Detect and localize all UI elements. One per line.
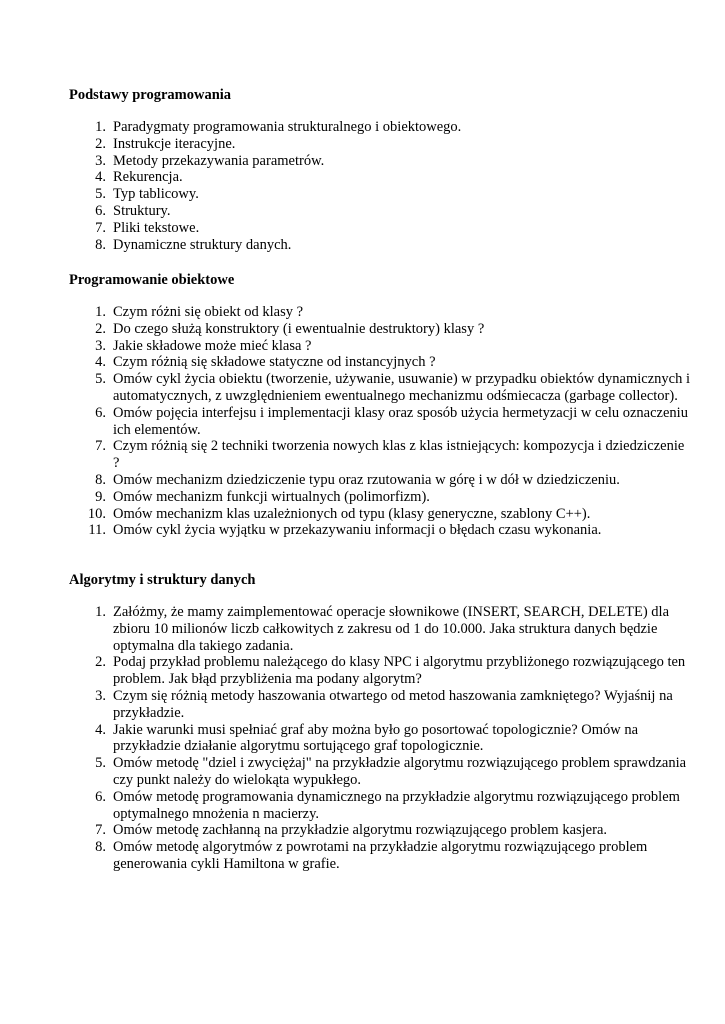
- item-number: 10.: [87, 505, 106, 522]
- section-heading: Podstawy programowania: [69, 87, 232, 103]
- list-item: [69, 506, 693, 523]
- list-item: [69, 789, 693, 823]
- item-text: Omów metodę programowania dynamicznego na przykładzie algorytmu rozwiązującego problem optymalnego mnożenia n macierzy.: [113, 788, 680, 822]
- list-item: [69, 472, 693, 489]
- section-heading: Algorytmy i struktury danych: [69, 572, 256, 588]
- item-number: 7.: [95, 219, 106, 236]
- list-item: [69, 321, 693, 338]
- item-number: 8.: [95, 839, 106, 856]
- item-number: 2.: [95, 320, 106, 337]
- item-number: 7.: [95, 438, 106, 455]
- item-number: 3.: [95, 687, 106, 704]
- item-number: 2.: [95, 135, 106, 152]
- item-number: 4.: [95, 721, 106, 738]
- list-item: [69, 354, 693, 371]
- item-text: Czym różni się obiekt od klasy ?: [113, 304, 304, 320]
- item-number: 11.: [88, 522, 106, 539]
- item-text: Omów mechanizm funkcji wirtualnych (polimorfizm).: [113, 488, 430, 505]
- item-number: 9.: [95, 488, 106, 505]
- section-programowanie-obiektowe: [69, 272, 690, 539]
- item-number: 4.: [95, 354, 106, 371]
- item-text: Typ tablicowy.: [113, 186, 199, 203]
- item-number: 3.: [95, 337, 106, 354]
- list-item: [69, 136, 693, 153]
- item-number: 1.: [95, 119, 106, 135]
- item-text: Jakie warunki musi spełniać graf aby można było go posortować topologicznie? Omów na przykładzie działanie algorytmu sortującego graf topologicznie.: [113, 721, 639, 755]
- item-text: Metody przekazywania parametrów.: [113, 152, 325, 169]
- list-item: [69, 304, 693, 321]
- list-item: [69, 839, 693, 873]
- question-list: [69, 604, 687, 873]
- item-text: Rekurencja.: [113, 169, 183, 186]
- item-text: Dynamiczne struktury danych.: [113, 236, 292, 253]
- item-text: Omów cykl życia wyjątku w przekazywaniu informacji o błędach czasu wykonania.: [113, 522, 602, 539]
- section-heading: Programowanie obiektowe: [69, 272, 235, 288]
- item-number: 7.: [95, 822, 106, 839]
- item-number: 1.: [95, 304, 106, 320]
- list-item: [69, 522, 693, 539]
- item-text: Czym różnią się 2 techniki tworzenia nowych klas z klas istniejących: kompozycja i dziedziczenie ?: [113, 438, 685, 472]
- list-item: [69, 119, 693, 136]
- item-number: 5.: [95, 186, 106, 203]
- list-item: [69, 654, 693, 688]
- item-number: 5.: [95, 371, 106, 388]
- list-item: [69, 755, 693, 789]
- list-item: [69, 220, 693, 237]
- item-text: Czym się różnią metody haszowania otwartego od metod haszowania zamkniętego? Wyjaśnij na przykładzie.: [113, 687, 673, 721]
- item-text: Omów mechanizm klas uzależnionych od typu (klasy generyczne, szablony C++).: [113, 505, 591, 522]
- item-number: 3.: [95, 152, 106, 169]
- list-item: [69, 722, 693, 756]
- item-text: Załóżmy, że mamy zaimplementować operacje słownikowe (INSERT, SEARCH, DELETE) dla zbioru 10 milionów liczb całkowitych z zakresu od 1 do 10.000. Jaka struktura danych będzie optymalna dla takiego zadania.: [113, 604, 670, 654]
- item-number: 6.: [95, 404, 106, 421]
- list-item: [69, 438, 693, 472]
- question-list: [69, 304, 690, 539]
- item-number: 6.: [95, 788, 106, 805]
- list-item: [69, 688, 693, 722]
- item-text: Omów metodę zachłanną na przykładzie algorytmu rozwiązującego problem kasjera.: [113, 822, 607, 839]
- list-item: [69, 405, 693, 439]
- list-item: [69, 371, 693, 405]
- list-item: [69, 203, 693, 220]
- section-algorytmy-i-struktury-danych: [69, 572, 687, 873]
- item-number: 1.: [95, 604, 106, 620]
- item-text: Omów mechanizm dziedziczenie typu oraz rzutowania w górę i w dół w dziedziczeniu.: [113, 471, 620, 488]
- list-item: [69, 604, 693, 654]
- item-text: Omów pojęcia interfejsu i implementacji klasy oraz sposób użycia hermetyzacji w celu oznaczeniu ich elementów.: [113, 404, 688, 438]
- item-text: Paradygmaty programowania strukturalnego i obiektowego.: [113, 119, 462, 135]
- item-text: Podaj przykład problemu należącego do klasy NPC i algorytmu przybliżonego rozwiązującego ten problem. Jak błąd przybliżenia ma podany algorytm?: [113, 654, 686, 688]
- list-item: [69, 822, 693, 839]
- item-text: Struktury.: [113, 202, 171, 219]
- item-number: 5.: [95, 755, 106, 772]
- item-text: Omów cykl życia obiektu (tworzenie, używanie, usuwanie) w przypadku obiektów dynamicznych i automatycznych, z uwzględnieniem ewentualnego mechanizmu odśmiecacza (garbage collector).: [113, 371, 690, 404]
- list-item: [69, 169, 693, 186]
- list-item: [69, 237, 693, 254]
- item-number: 4.: [95, 169, 106, 186]
- section-podstawy-programowania: [69, 87, 669, 253]
- list-item: [69, 186, 693, 203]
- question-list: [69, 119, 669, 253]
- item-text: Omów metodę algorytmów z powrotami na przykładzie algorytmu rozwiązującego problem generowania cykli Hamiltona w grafie.: [113, 839, 648, 872]
- item-text: Omów metodę "dziel i zwyciężaj" na przykładzie algorytmu rozwiązującego problem sprawdzania czy punkt należy do wielokąta wypukłego.: [113, 755, 687, 788]
- item-number: 8.: [95, 236, 106, 253]
- item-number: 6.: [95, 202, 106, 219]
- item-text: Do czego służą konstruktory (i ewentualnie destruktory) klasy ?: [113, 320, 485, 337]
- item-text: Instrukcje iteracyjne.: [113, 135, 236, 152]
- item-text: Jakie składowe może mieć klasa ?: [113, 337, 312, 354]
- list-item: [69, 489, 693, 506]
- list-item: [69, 153, 693, 170]
- item-number: 2.: [95, 654, 106, 671]
- item-text: Pliki tekstowe.: [113, 219, 200, 236]
- item-text: Czym różnią się składowe statyczne od instancyjnych ?: [113, 354, 436, 371]
- list-item: [69, 338, 693, 355]
- item-number: 8.: [95, 471, 106, 488]
